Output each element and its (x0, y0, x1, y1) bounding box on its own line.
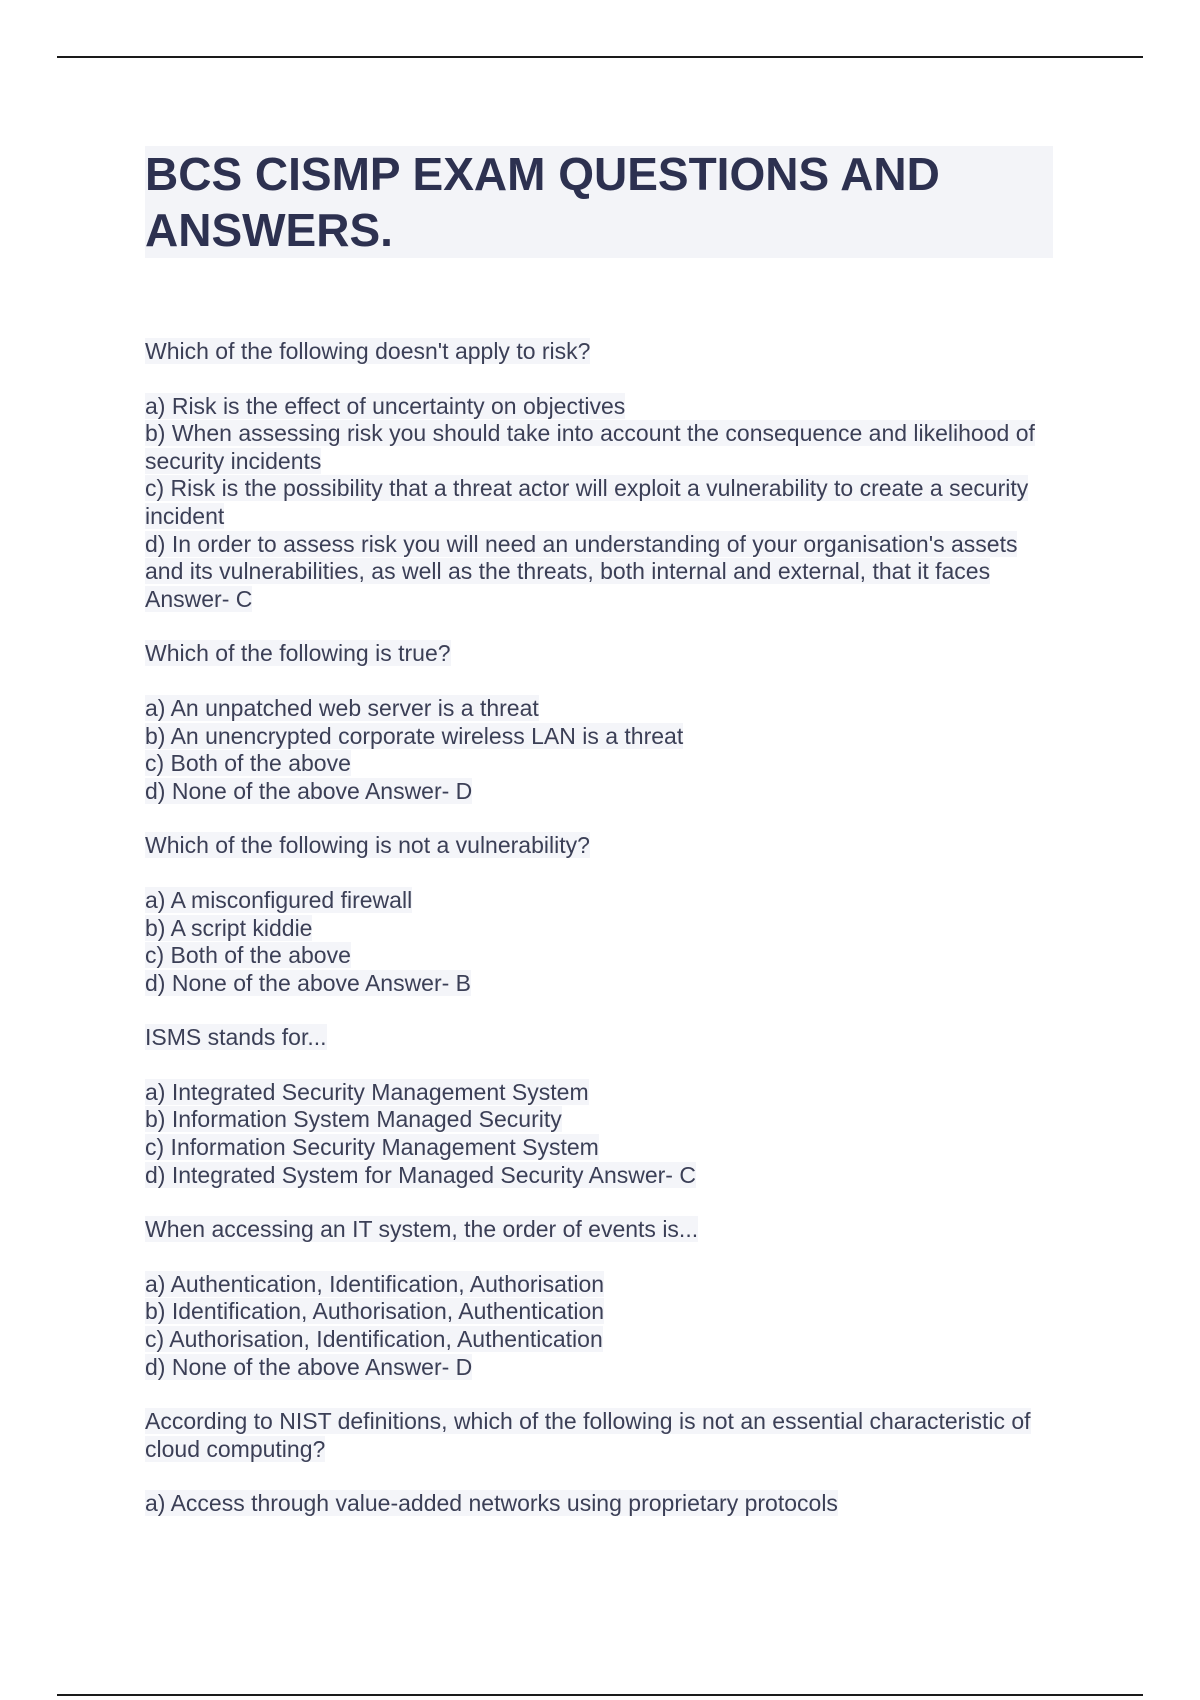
question-block (145, 338, 1057, 613)
question-text: When accessing an IT system, the order of events is... (145, 1216, 699, 1243)
answer-option: b) An unencrypted corporate wireless LAN is a threat (145, 722, 684, 749)
question-text: Which of the following is true? (145, 640, 451, 667)
question-block (145, 1408, 1057, 1518)
answer-option: a) An unpatched web server is a threat (145, 694, 539, 721)
answer-option: a) A misconfigured firewall (145, 886, 413, 913)
answer-option: b) Identification, Authorisation, Authentication (145, 1298, 605, 1325)
question-block (145, 1216, 1057, 1381)
question-text: According to NIST definitions, which of the following is not an essential characteristic of cloud computing? (145, 1408, 1031, 1462)
answer-option: c) Both of the above (145, 750, 351, 777)
answer-option: a) Integrated Security Management System (145, 1078, 589, 1105)
answer-option: c) Both of the above (145, 942, 351, 969)
question-text: Which of the following doesn't apply to risk? (145, 338, 591, 364)
document-title: BCS CISMP EXAM QUESTIONS AND ANSWERS. (145, 146, 1053, 258)
question-block (145, 1024, 1057, 1189)
answer-option: d) None of the above Answer- B (145, 969, 472, 996)
answer-option: d) In order to assess risk you will need an understanding of your organisation's assets and its vulnerabilities, as well as the threats, both internal and external, that it faces Answer- C (145, 530, 1018, 612)
answer-option: c) Risk is the possibility that a threat actor will exploit a vulnerability to create a security incident (145, 475, 1029, 529)
question-text: ISMS stands for... (145, 1024, 327, 1051)
header-rule (57, 56, 1143, 58)
answer-option: a) Authentication, Identification, Authorisation (145, 1270, 605, 1297)
answer-option: b) Information System Managed Security (145, 1106, 562, 1133)
question-list (145, 338, 1057, 1518)
answer-option: b) When assessing risk you should take into account the consequence and likelihood of security incidents (145, 420, 1035, 474)
answer-option: d) None of the above Answer- D (145, 1353, 473, 1380)
answer-option: a) Access through value-added networks using proprietary protocols (145, 1490, 838, 1517)
answer-option: d) None of the above Answer- D (145, 777, 473, 804)
answer-option: c) Information Security Management System (145, 1134, 599, 1161)
question-text: Which of the following is not a vulnerability? (145, 832, 590, 859)
answer-option: b) A script kiddie (145, 914, 313, 941)
question-block (145, 832, 1057, 997)
answer-option: c) Authorisation, Identification, Authentication (145, 1326, 603, 1353)
answer-option: a) Risk is the effect of uncertainty on objectives (145, 392, 626, 419)
footer-rule (57, 1694, 1143, 1696)
question-block (145, 640, 1057, 805)
document-body (145, 146, 1057, 1545)
answer-option: d) Integrated System for Managed Security Answer- C (145, 1161, 696, 1188)
